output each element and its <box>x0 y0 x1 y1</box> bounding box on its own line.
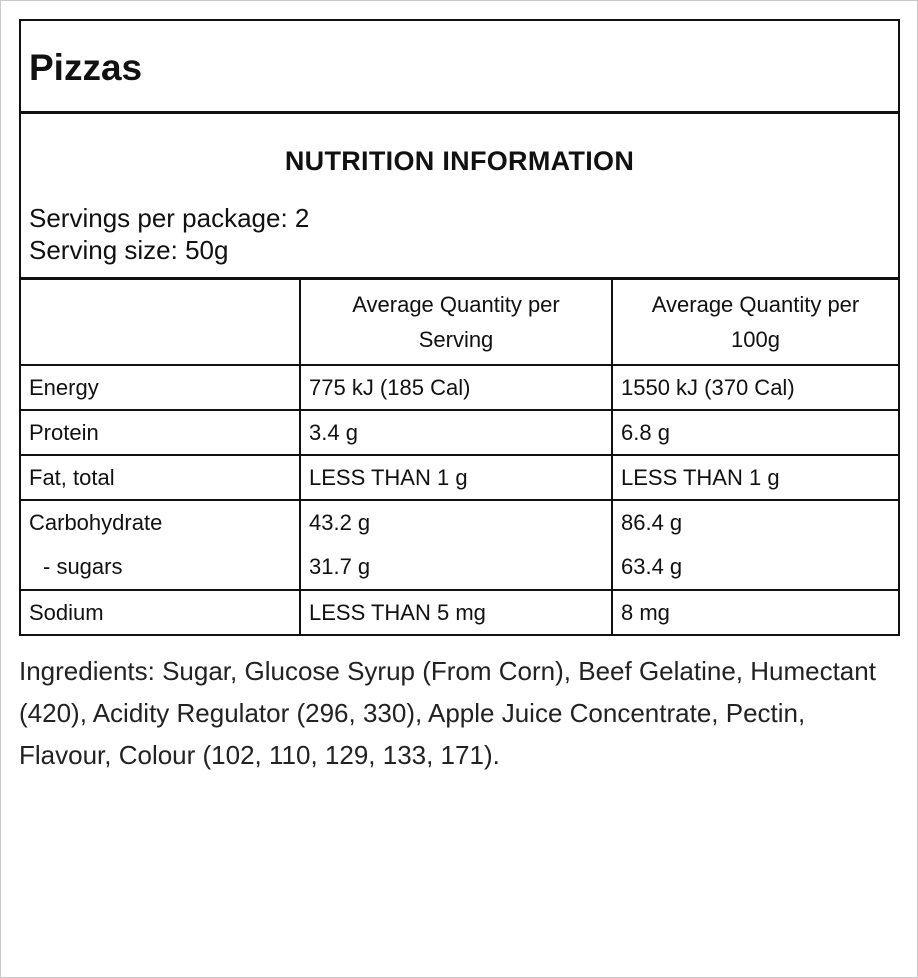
title-block <box>21 21 898 114</box>
servings-per-package: Servings per package: 2 <box>29 203 310 233</box>
table-row <box>21 500 898 590</box>
ingredients-text: Ingredients: Sugar, Glucose Syrup (From Corn), Beef Gelatine, Humectant (420), Acidity Regulator (296, 330), Apple Juice Concentrate, Pectin, Flavour, Colour (102, 110, 129, 133, 171). <box>19 656 876 770</box>
sub-per-100g-value: 63.4 g <box>621 554 683 579</box>
product-title: Pizzas <box>29 47 143 88</box>
table-row <box>21 455 898 500</box>
header-cell-per-serving: Average Quantity per Serving <box>300 280 612 365</box>
per-serving-value: 3.4 g <box>300 410 612 455</box>
sub-nutrient-name: - sugars <box>43 554 123 579</box>
header-cell-empty <box>21 280 300 365</box>
per-serving-value: LESS THAN 1 g <box>300 455 612 500</box>
sub-per-serving-value: 31.7 g <box>309 554 371 579</box>
serving-size: Serving size: 50g <box>29 235 229 265</box>
per-serving-value: LESS THAN 5 mg <box>300 590 612 634</box>
header-cell-per-100g: Average Quantity per 100g <box>612 280 898 365</box>
per-100g-cell <box>612 500 898 590</box>
nutrient-name: Sodium <box>21 590 300 634</box>
nutrient-name: Fat, total <box>21 455 300 500</box>
nutrient-name: Energy <box>21 365 300 410</box>
nutrient-name: Carbohydrate <box>29 510 163 535</box>
table-row <box>21 410 898 455</box>
per-serving-cell <box>300 500 612 590</box>
per-100g-value: 6.8 g <box>612 410 898 455</box>
nutrient-name: Protein <box>21 410 300 455</box>
nutrient-name-cell <box>21 500 300 590</box>
table-header-row <box>21 280 898 365</box>
per-100g-value: 1550 kJ (370 Cal) <box>612 365 898 410</box>
table-row <box>21 590 898 634</box>
per-100g-value: LESS THAN 1 g <box>612 455 898 500</box>
nutrition-panel <box>19 19 900 636</box>
nutrition-heading-block <box>21 114 898 280</box>
per-serving-value: 775 kJ (185 Cal) <box>300 365 612 410</box>
nutrition-table <box>21 280 898 634</box>
per-100g-value: 8 mg <box>612 590 898 634</box>
per-serving-value: 43.2 g <box>309 510 371 535</box>
nutrition-heading: NUTRITION INFORMATION <box>284 146 635 176</box>
per-100g-value: 86.4 g <box>621 510 683 535</box>
table-row <box>21 365 898 410</box>
